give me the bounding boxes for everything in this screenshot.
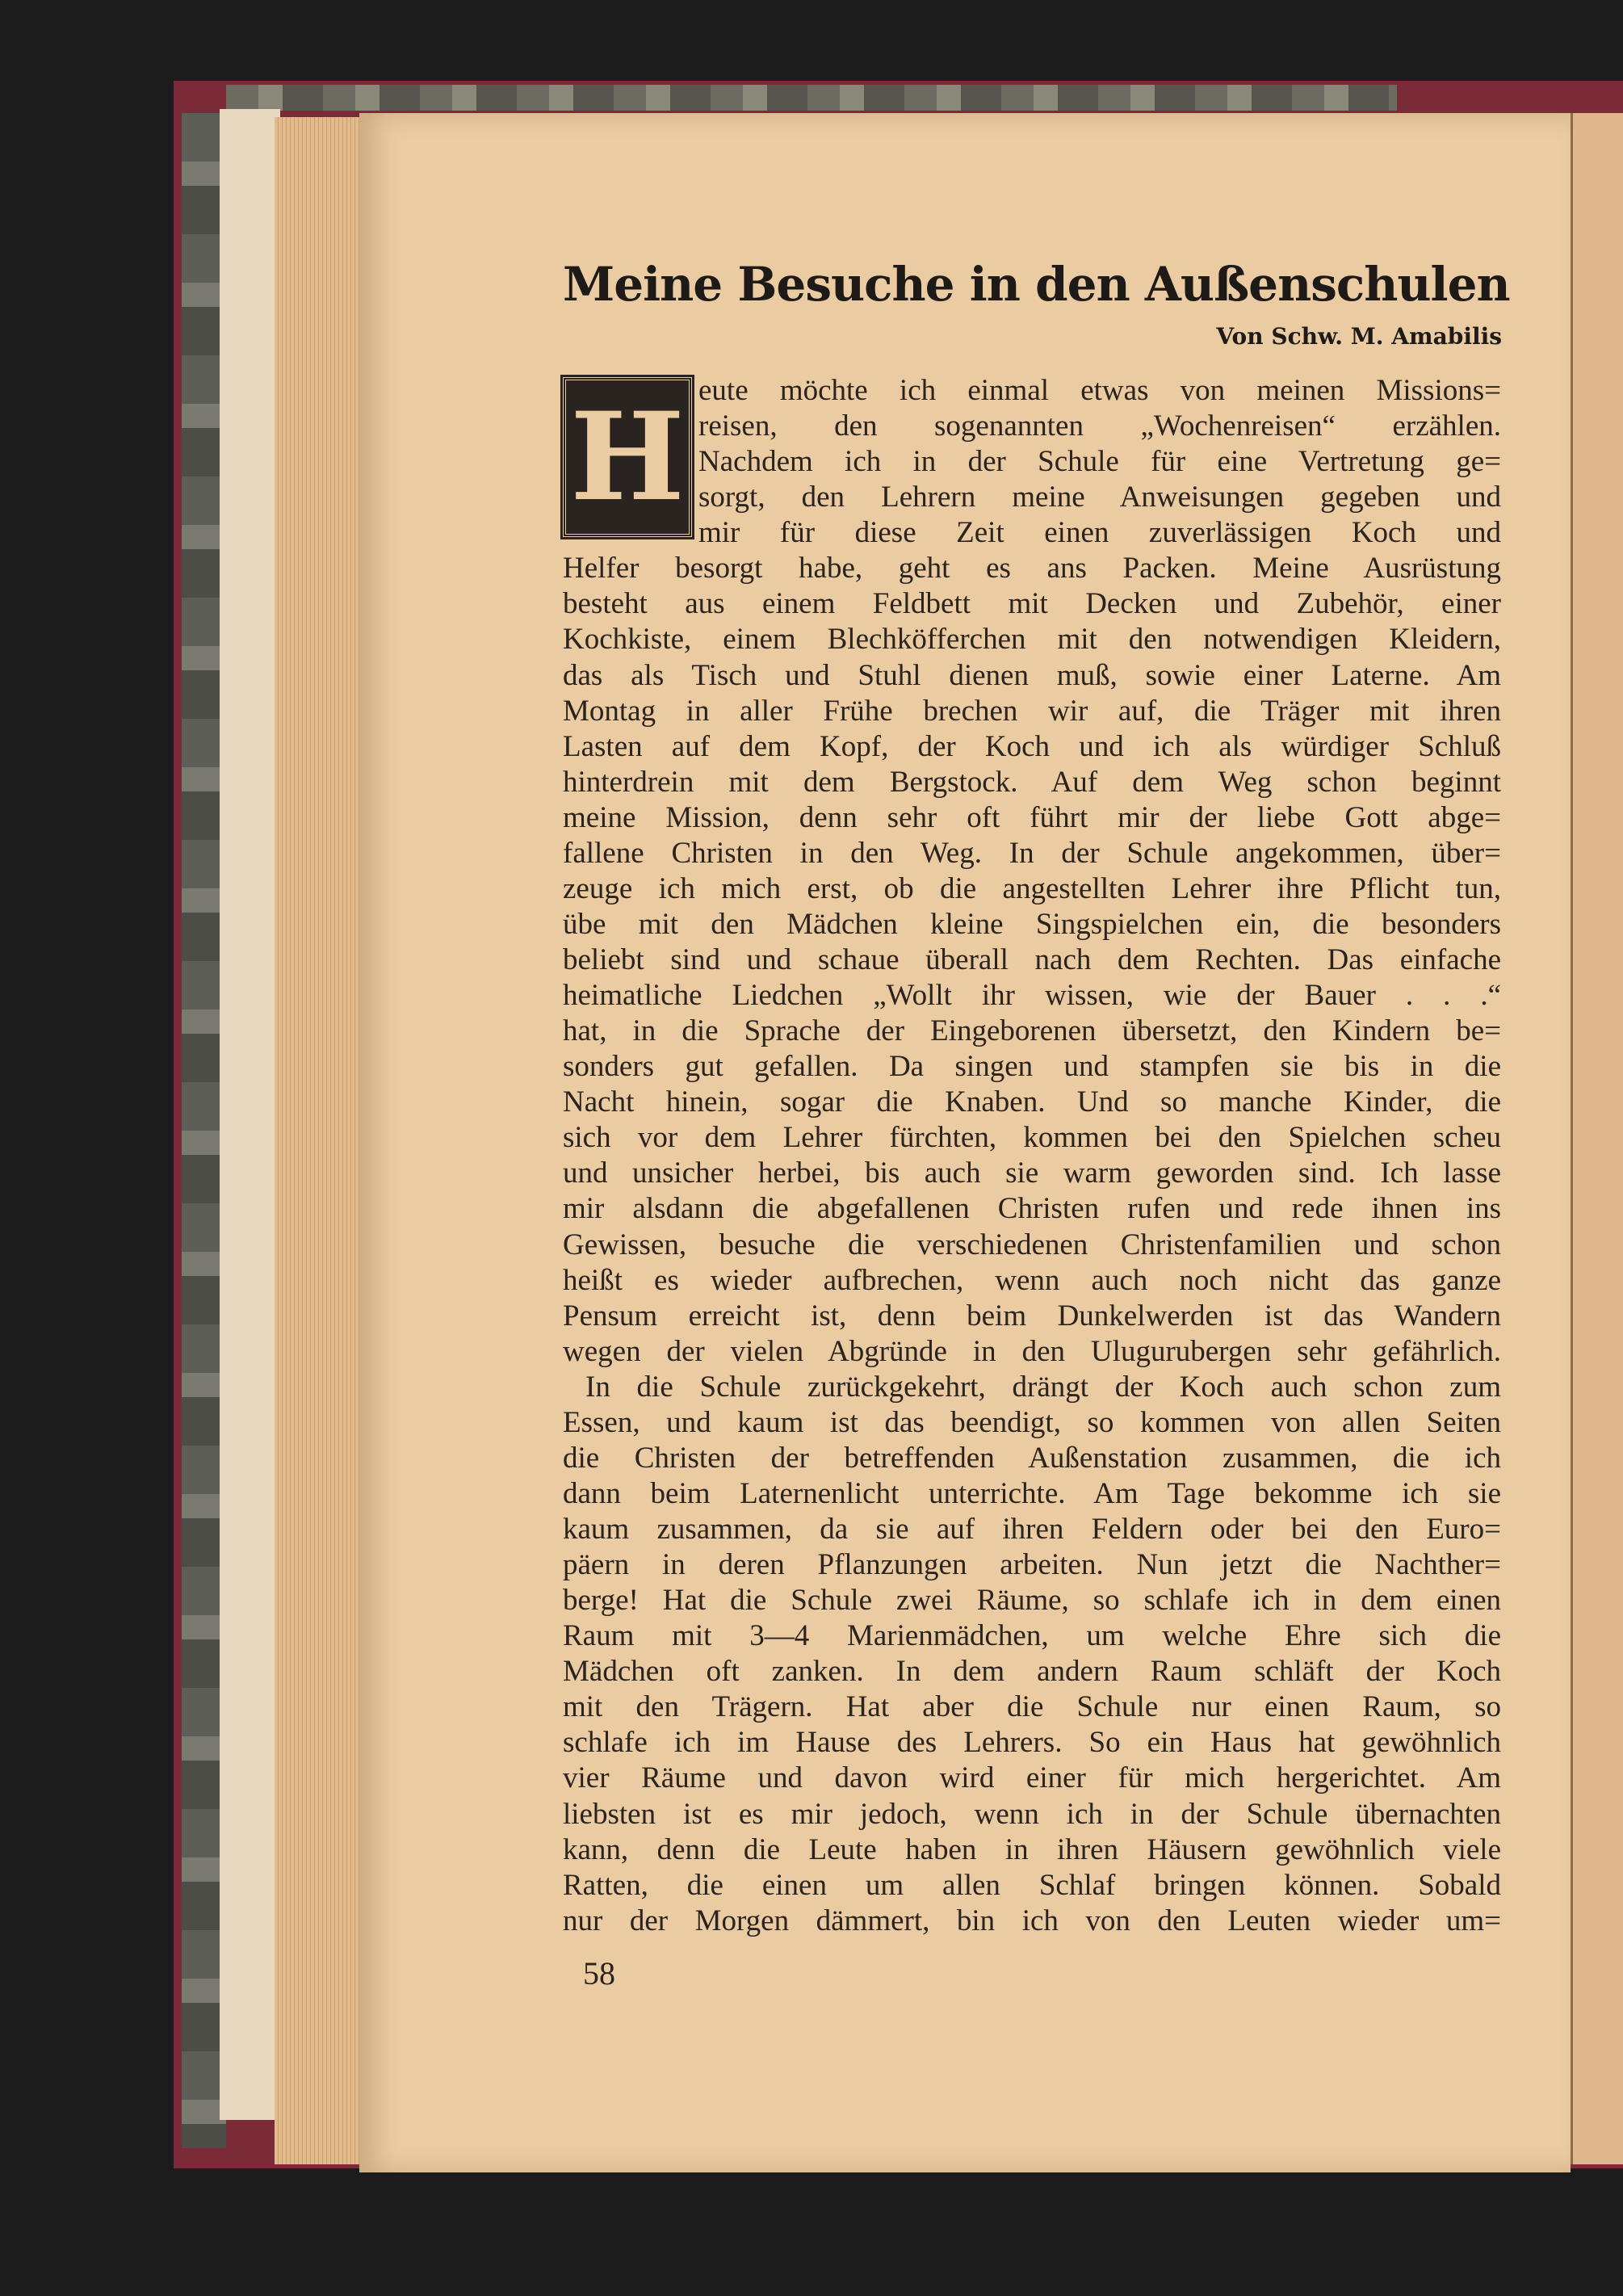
article-author: Von Schw. M. Amabilis xyxy=(1216,323,1502,350)
decorative-initial: H xyxy=(563,377,692,537)
text-line: Helfer besorgt habe, geht es ans Packen. Meine Ausrüstung xyxy=(563,552,1501,586)
text-line: sonders gut gefallen. Da singen und stampfen sie bis in die xyxy=(563,1050,1501,1084)
text-line: die Christen der betreffenden Außenstation zusammen, die ich xyxy=(563,1441,1501,1475)
text-line: Nacht hinein, sogar die Knaben. Und so manche Kinder, die xyxy=(563,1085,1501,1119)
text-line: Pensum erreicht ist, denn beim Dunkelwerden ist das Wandern xyxy=(563,1299,1501,1333)
text-line: heimatliche Liedchen „Wollt ihr wissen, wie der Bauer . . .“ xyxy=(563,979,1501,1013)
article-body xyxy=(563,373,1501,1939)
facing-page-edge xyxy=(1571,113,1623,2164)
text-line: Nachdem ich in der Schule für eine Vertretung ge= xyxy=(698,445,1501,479)
text-line: päern in deren Pflanzungen arbeiten. Nun jetzt die Nachther= xyxy=(563,1548,1501,1582)
text-line: meine Mission, denn sehr oft führt mir der liebe Gott abge= xyxy=(563,800,1501,834)
text-line: mit den Trägern. Hat aber die Schule nur einen Raum, so xyxy=(563,1690,1501,1724)
article-title: Meine Besuche in den Außenschulen xyxy=(563,257,1510,312)
text-line: und unsicher herbei, bis auch sie warm geworden sind. Ich lasse xyxy=(563,1156,1501,1190)
text-line: Ratten, die einen um allen Schlaf bringen können. Sobald xyxy=(563,1868,1501,1902)
text-line: sich vor dem Lehrer fürchten, kommen bei den Spielchen scheu xyxy=(563,1121,1501,1155)
text-line: kaum zusammen, da sie auf ihren Feldern oder bei den Euro= xyxy=(563,1513,1501,1546)
marbled-edge-top xyxy=(226,85,1397,111)
text-line: Raum mit 3—4 Marienmädchen, um welche Ehre sich die xyxy=(563,1619,1501,1653)
text-line: mir für diese Zeit einen zuverlässigen Koch und xyxy=(698,516,1501,550)
endpaper xyxy=(220,109,280,2120)
text-line: hinterdrein mit dem Bergstock. Auf dem Weg schon beginnt xyxy=(563,765,1501,799)
text-line: fallene Christen in den Weg. In der Schule angekommen, über= xyxy=(563,836,1501,870)
text-line: liebsten ist es mir jedoch, wenn ich in der Schule übernachten xyxy=(563,1797,1501,1831)
text-line: In die Schule zurückgekehrt, drängt der Koch auch schon zum xyxy=(585,1370,1501,1404)
text-line: vier Räume und davon wird einer für mich hergerichtet. Am xyxy=(563,1761,1501,1795)
text-line: eute möchte ich einmal etwas von meinen Missions= xyxy=(698,374,1501,407)
text-line: mir alsdann die abgefallenen Christen rufen und rede ihnen ins xyxy=(563,1192,1501,1226)
text-line: sorgt, den Lehrern meine Anweisungen gegeben und xyxy=(698,481,1501,514)
text-line: übe mit den Mädchen kleine Singspielchen ein, die besonders xyxy=(563,907,1501,941)
text-line: kann, denn die Leute haben in ihren Häusern gewöhnlich viele xyxy=(563,1832,1501,1866)
text-line: Mädchen oft zanken. In dem andern Raum schläft der Koch xyxy=(563,1655,1501,1689)
text-line: wegen der vielen Abgründe in den Ulugurubergen sehr gefährlich. xyxy=(563,1334,1501,1368)
text-line: besteht aus einem Feldbett mit Decken und Zubehör, einer xyxy=(563,587,1501,621)
text-line: Lasten auf dem Kopf, der Koch und ich als würdiger Schluß xyxy=(563,729,1501,763)
text-line: Gewissen, besuche die verschiedenen Christenfamilien und schon xyxy=(563,1228,1501,1261)
text-line: Montag in aller Frühe brechen wir auf, die Träger mit ihren xyxy=(563,694,1501,728)
text-line: zeuge ich mich erst, ob die angestellten Lehrer ihre Pflicht tun, xyxy=(563,871,1501,905)
text-line: heißt es wieder aufbrechen, wenn auch noch nicht das ganze xyxy=(563,1263,1501,1297)
text-line: schlafe ich im Hause des Lehrers. So ein Haus hat gewöhnlich xyxy=(563,1726,1501,1760)
text-line: berge! Hat die Schule zwei Räume, so schlafe ich in dem einen xyxy=(563,1584,1501,1618)
text-line: reisen, den sogenannten „Wochenreisen“ erzählen. xyxy=(698,409,1501,443)
text-line: hat, in die Sprache der Eingeborenen übersetzt, den Kindern be= xyxy=(563,1014,1501,1048)
text-line: nur der Morgen dämmert, bin ich von den Leuten wieder um= xyxy=(563,1904,1501,1937)
text-line: beliebt sind und schaue überall nach dem Rechten. Das einfache xyxy=(563,943,1501,976)
text-line: Kochkiste, einem Blechköfferchen mit den notwendigen Kleidern, xyxy=(563,623,1501,657)
text-line: das als Tisch und Stuhl dienen muß, sowie einer Laterne. Am xyxy=(563,658,1501,692)
page-edges xyxy=(275,117,363,2164)
text-line: dann beim Laternenlicht unterrichte. Am Tage bekomme ich sie xyxy=(563,1476,1501,1510)
page-number: 58 xyxy=(583,1955,615,1992)
text-line: Essen, und kaum ist das beendigt, so kommen von allen Seiten xyxy=(563,1405,1501,1439)
